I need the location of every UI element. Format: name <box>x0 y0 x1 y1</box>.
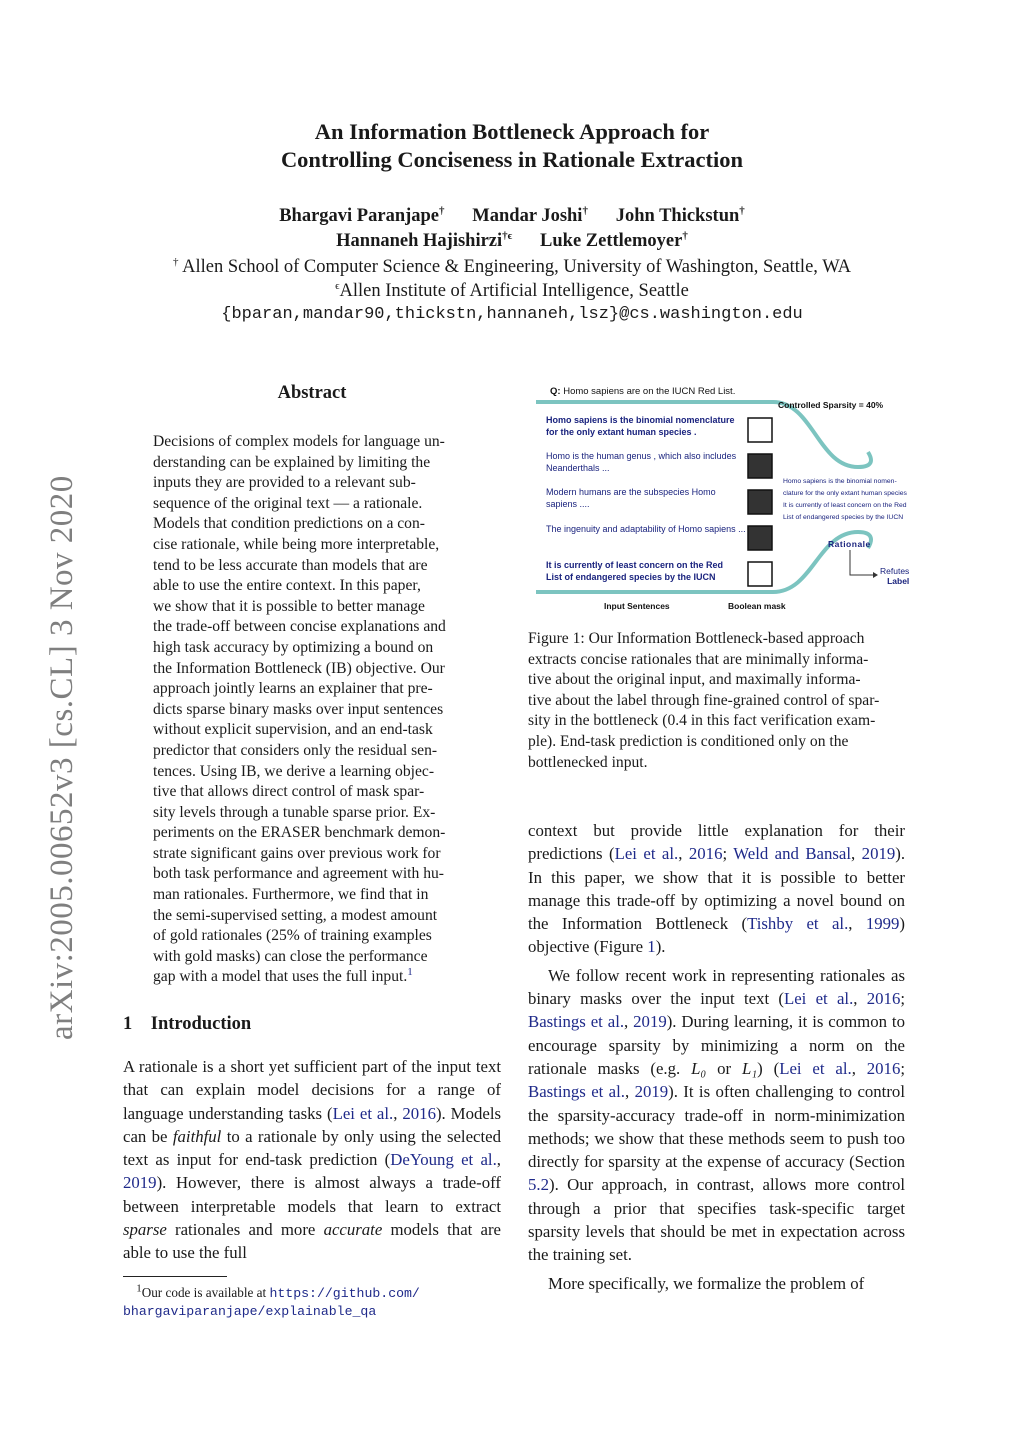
refutes-text: Refutes <box>880 566 910 576</box>
text: ). Models can be <box>123 1103 502 1146</box>
paper-title <box>0 118 1024 174</box>
input-sentences-label: Input Sentences <box>604 601 670 611</box>
section-title: Introduction <box>150 1014 252 1034</box>
abstract-line: we show that it is possible to better manage <box>153 597 425 615</box>
affiliations <box>0 255 1024 327</box>
input-sentence: Modern humans are the subspecies Homo sapiens .... <box>546 487 716 509</box>
abstract-line: derstanding can be explained by limiting the <box>153 453 431 471</box>
author-name: Mandar Joshi <box>472 206 583 226</box>
label-text: Label <box>887 576 910 586</box>
footnote-ref[interactable]: 1 <box>407 966 413 979</box>
author-name: Hannaneh Hajishirzi <box>336 231 503 251</box>
author-name: Luke Zettlemoyer <box>540 231 683 251</box>
text: We follow recent work in representing rationales as binary masks over the input text ( <box>528 965 905 1009</box>
caption-line: ple). End-task prediction is conditioned only on the <box>528 732 849 750</box>
input-sentence: The ingenuity and adaptability of Homo sapiens ... <box>546 524 746 534</box>
caption-line: extracts concise rationales that are minimally informa- <box>528 650 869 668</box>
abstract-line: approach jointly learns an explainer that pre- <box>153 680 433 698</box>
citation-link[interactable]: 2019 <box>634 1082 669 1102</box>
arxiv-stamp: arXiv:2005.00652v3 [cs.CL] 3 Nov 2020 <box>44 475 80 1040</box>
question-label: Q: <box>550 386 561 397</box>
text: ) objective (Figure <box>528 914 906 957</box>
abstract-line: Models that condition predictions on a con- <box>153 515 425 533</box>
text: context but provide little explanation for their predictions ( <box>528 821 905 864</box>
text: models that are able to use the full <box>123 1220 501 1263</box>
abstract-line: tive that allows direct control of mask spar- <box>153 783 425 801</box>
affil-mark: † <box>682 229 688 242</box>
text: rationales and more <box>166 1220 324 1240</box>
abstract-line: without explicit supervision, and an end-task <box>153 721 433 739</box>
text: , <box>393 1103 403 1123</box>
text: ; <box>900 989 905 1009</box>
citation-link[interactable]: DeYoung et al. <box>390 1150 497 1170</box>
abstract-line: inputs they are provided to a relevant sub- <box>153 474 416 492</box>
author-name: John Thickstun <box>615 206 740 226</box>
text: or <box>706 1058 742 1078</box>
caption-line: bottlenecked input. <box>528 753 648 771</box>
figure-caption <box>528 629 905 773</box>
authors-line-2 <box>0 229 1024 254</box>
rationale-line: List of endangered species by the IUCN <box>783 514 904 521</box>
section-number: 1 <box>123 1014 133 1034</box>
citation-link[interactable]: Lei et al. <box>783 989 854 1009</box>
title-line-2: Controlling Conciseness in Rationale Extraction <box>280 147 744 172</box>
citation-link[interactable]: Tishby et al. <box>747 914 849 934</box>
arrow-line <box>850 550 873 575</box>
abstract-line: of gold rationales (25% of training examples <box>153 927 432 945</box>
citation-link[interactable]: Weld and Bansal <box>733 844 852 864</box>
question-text: Homo sapiens are on the IUCN Red List. <box>563 386 736 397</box>
mask-box-empty <box>748 418 772 442</box>
figure-question <box>550 386 735 397</box>
text: ). Our approach, in contrast, allows more control through a prior that specifies task-specific target sparsity levels that should be met in expectation across the training set. <box>528 1175 905 1265</box>
text: , <box>848 914 866 934</box>
text: , <box>678 844 689 864</box>
mask-box-filled <box>748 526 772 550</box>
mask-box-filled <box>748 490 772 514</box>
text: , <box>624 1082 635 1102</box>
affil-mark: † <box>173 255 179 268</box>
abstract-line: man rationales. Furthermore, we find that in <box>153 886 429 904</box>
text: ). However, there is almost always a trade-off between interpretable models that learn to extract <box>123 1173 501 1216</box>
footnote <box>123 1284 501 1320</box>
rationale-text <box>783 476 923 524</box>
label-output <box>880 566 909 586</box>
text: , <box>851 1058 867 1078</box>
abstract-line: strate significant gains over previous work for <box>153 844 441 862</box>
text: , <box>851 844 862 864</box>
boolean-mask-label: Boolean mask <box>728 601 786 611</box>
citation-link[interactable]: Lei et al. <box>332 1103 394 1123</box>
affiliation-text: Allen Institute of Artificial Intelligence, Seattle <box>339 281 689 301</box>
abstract-body <box>153 432 471 988</box>
citation-link[interactable]: 2016 <box>688 844 723 864</box>
abstract-heading: Abstract <box>277 383 347 403</box>
text: ). During learning, it is common to encourage sparsity by minimizing a norm on the rationale masks (e.g. <box>528 1012 905 1078</box>
abstract-line: tences. Using IB, we derive a learning objec- <box>153 762 435 780</box>
paragraph <box>528 964 905 1267</box>
abstract-line: with gold masks) can close the performance <box>153 947 428 965</box>
text: A rationale is a short yet sufficient part of the input text that can explain model decisions for a range of language understanding tasks ( <box>123 1057 501 1123</box>
abstract-line: Decisions of complex models for language un- <box>153 433 445 450</box>
text: ). In this paper, we show that it is possible to better manage this trade-off by optimizing a novel bound on the Information Bottleneck ( <box>528 844 906 934</box>
citation-link[interactable]: Bastings et al. <box>528 1082 625 1102</box>
affiliation-2 <box>0 279 1024 303</box>
affil-mark: †ϵ <box>502 229 513 242</box>
arrow-head-icon <box>873 572 878 578</box>
abstract-line <box>153 967 471 988</box>
abstract-line: cise rationale, while being more interpretable, <box>153 535 440 553</box>
abstract-line: tend to be less accurate than models that are <box>153 556 428 574</box>
text: , <box>496 1150 501 1170</box>
abstract-line: the Information Bottleneck (IB) objective. Our <box>153 659 445 677</box>
authors-line-1 <box>0 204 1024 229</box>
citation-link[interactable]: 2016 <box>866 989 901 1009</box>
abstract-line: sity levels through a tunable sparse prior. Ex- <box>153 803 436 821</box>
input-sentence: Homo sapiens is the binomial nomenclature for the only extant human species . <box>546 415 735 437</box>
citation-link[interactable]: 2016 <box>402 1103 436 1123</box>
rationale-line: clature for the only extant human species <box>783 490 907 497</box>
code-url-link[interactable]: https://github.com/ bhargaviparanjape/explainable_qa <box>123 1286 420 1319</box>
abstract-line: predictor that considers only the residual sen- <box>153 741 438 759</box>
mask-box-filled <box>748 454 772 478</box>
abstract-line: high task accuracy by optimizing a bound on <box>153 638 434 656</box>
text: , <box>853 989 867 1009</box>
citation-link[interactable]: 2019 <box>123 1173 157 1193</box>
affil-mark: † <box>439 204 445 217</box>
author-name: Bhargavi Paranjape <box>279 206 440 226</box>
citation-link[interactable]: Lei et al. <box>614 844 679 864</box>
math: L₀ <box>691 1058 707 1078</box>
footnote-mark: 1 <box>136 1282 142 1295</box>
footnote-text: Our code is available at <box>141 1285 270 1300</box>
emphasis: accurate <box>323 1220 383 1240</box>
citation-link[interactable]: Lei et al. <box>779 1058 852 1078</box>
abstract-line: the semi-supervised setting, a modest amount <box>153 906 438 924</box>
text: ). <box>655 937 666 957</box>
math: L₁ <box>741 1058 758 1078</box>
section-ref-link[interactable]: 5.2 <box>528 1175 549 1195</box>
abstract-line: sequence of the original text — a rationale. <box>153 494 423 512</box>
abstract-line: periments on the ERASER benchmark demon- <box>153 824 446 842</box>
abstract-line: able to use the entire context. In this paper, <box>153 577 421 595</box>
text: ; <box>900 1058 905 1078</box>
text: , <box>624 1012 634 1032</box>
abstract-line: dicts sparse binary masks over input sentences <box>153 700 444 718</box>
sparsity-label: Controlled Sparsity = 40% <box>778 400 884 410</box>
section-heading <box>123 1014 251 1035</box>
citation-link[interactable]: 2019 <box>633 1012 667 1032</box>
abstract-line: the trade-off between concise explanations and <box>153 618 446 636</box>
caption-line: tive about the label through fine-grained control of spar- <box>528 691 880 709</box>
rationale-line: It is currently of least concern on the Red <box>783 502 907 509</box>
emphasis: sparse <box>123 1220 167 1240</box>
title-line-1: An Information Bottleneck Approach for <box>314 119 710 144</box>
rationale-label: Rationale <box>828 539 871 549</box>
citation-link[interactable]: 2019 <box>861 844 896 864</box>
affil-mark: † <box>739 204 745 217</box>
footnote-rule <box>123 1276 227 1277</box>
citation-link[interactable]: 1999 <box>865 914 900 934</box>
caption-line: tive about the original input, and maximally informa- <box>528 671 861 689</box>
rationale-line: Homo sapiens is the binomial nomen- <box>783 478 897 485</box>
text: to a rationale by only using the selected text as input for end-task prediction ( <box>123 1126 501 1170</box>
abstract-line: both task performance and agreement with hu- <box>153 865 444 883</box>
emphasis: faithful <box>172 1126 222 1146</box>
citation-link[interactable]: 2016 <box>866 1058 901 1078</box>
mask-box-empty <box>748 562 772 586</box>
text: ). It is often challenging to control the sparsity-accuracy trade-off in norm-minimization methods; we show that these methods seem to push too directly for sparsity at the expense of accuracy (Section <box>528 1082 905 1172</box>
caption-line: sity in the bottleneck (0.4 in this fact verification exam- <box>528 712 876 730</box>
email-list: {bparan,mandar90,thickstn,hannaneh,lsz}@cs.washington.edu <box>221 305 803 324</box>
affil-mark: ϵ <box>335 279 340 292</box>
affiliation-1 <box>0 255 1024 279</box>
text: ; <box>722 844 734 864</box>
text: ) ( <box>757 1058 780 1078</box>
affil-mark: † <box>582 204 588 217</box>
paragraph <box>528 819 905 959</box>
figure-1 <box>528 382 918 617</box>
citation-link[interactable]: Bastings et al. <box>528 1012 625 1032</box>
caption-line: Figure 1: Our Information Bottleneck-based approach <box>528 630 865 647</box>
affiliation-text: Allen School of Computer Science & Engineering, University of Washington, Seattle, WA <box>182 257 851 277</box>
input-sentence: Homo is the human genus , which also includes Neanderthals ... <box>546 451 737 473</box>
figure-ref-link[interactable]: 1 <box>647 937 656 957</box>
author-list <box>0 204 1024 254</box>
input-sentence: It is currently of least concern on the Red List of endangered species by the IUCN <box>546 560 724 582</box>
paragraph: More specifically, we formalize the problem of <box>548 1273 865 1293</box>
abstract-last-line: gap with a model that uses the full input. <box>153 968 408 986</box>
intro-paragraph <box>123 1055 501 1265</box>
right-column-body <box>528 819 905 1295</box>
